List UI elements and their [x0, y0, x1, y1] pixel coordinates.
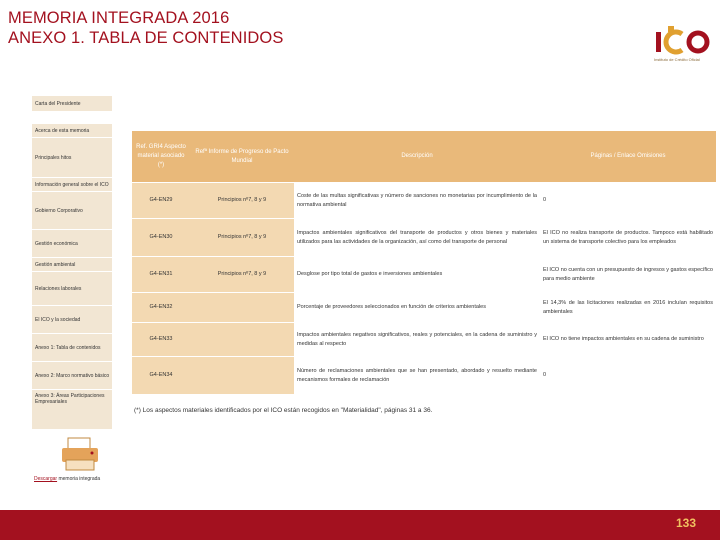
sidebar-item-acerca[interactable]	[32, 124, 112, 138]
cell-ref: G4-EN34	[132, 357, 190, 395]
sidebar-item-label: Carta del Presidente	[35, 100, 81, 107]
table-row	[132, 357, 716, 395]
sidebar-item-laborales[interactable]	[32, 272, 112, 306]
sidebar-item-label: Acerca de esta memoria	[35, 127, 90, 134]
cell-desc: Número de reclamaciones ambientales que se han presentado, abordado y resuelto mediante mecanismos formales de reclamación	[294, 357, 540, 395]
sidebar-item-label: Anexo 1: Tabla de contenidos	[35, 344, 101, 351]
sidebar-item-label: Gestión ambiental	[35, 261, 76, 268]
table-row	[132, 293, 716, 323]
page-title	[8, 8, 283, 48]
cell-pacto: Principios nº7, 8 y 9	[190, 183, 294, 219]
cell-pag: 0	[540, 183, 716, 219]
sidebar-item-label: El ICO y la sociedad	[35, 316, 81, 323]
title-line-2: ANEXO 1. TABLA DE CONTENIDOS	[8, 29, 284, 47]
cell-ref: G4-EN33	[132, 323, 190, 357]
sidebar-item-label: Anexo 2: Marco normativo básico	[35, 372, 110, 379]
table-row	[132, 257, 716, 293]
sidebar-item-gobierno[interactable]	[32, 192, 112, 230]
page-number: 133	[675, 516, 696, 530]
cell-pacto	[190, 357, 294, 395]
header-paginas: Páginas / Enlace Omisiones	[540, 131, 716, 183]
contents-table	[132, 130, 716, 395]
footnote: (*) Los aspectos materiales identificados por el ICO están recogidos en "Materialidad", páginas 31 a 36.	[134, 407, 433, 414]
sidebar-item-label: Anexo 3: Áreas Participaciones Empresariales	[35, 393, 105, 405]
title-line-1: MEMORIA INTEGRADA 2016	[8, 9, 230, 27]
sidebar-item-anexo3[interactable]	[32, 390, 112, 430]
cell-desc: Desglose por tipo total de gastos e inversiones ambientales	[294, 257, 540, 293]
cell-desc: Impactos ambientales significativos del transporte de productos y otros bienes y materiales utilizados para las actividades de la organización, así como del transporte de personal	[294, 219, 540, 257]
table-row	[132, 323, 716, 357]
table-row	[132, 219, 716, 257]
cell-pag: El ICO no tiene impactos ambientales en su cadena de suministro	[540, 323, 716, 357]
cell-pacto	[190, 323, 294, 357]
sidebar-item-sociedad[interactable]	[32, 306, 112, 334]
header-descripcion: Descripción	[294, 131, 540, 183]
header-ref-pacto: Refª Informe de Progreso de Pacto Mundial	[190, 131, 294, 183]
sidebar-item-anexo1[interactable]	[32, 334, 112, 362]
table-header-row	[132, 131, 716, 183]
download-link[interactable]	[34, 476, 100, 482]
logo-subtitle: Instituto de Crédito Oficial	[654, 57, 700, 62]
cell-pacto	[190, 293, 294, 323]
cell-desc: Impactos ambientales negativos significativos, reales y potenciales, en la cadena de suministro y medidas al respecto	[294, 323, 540, 357]
sidebar-item-informacion[interactable]	[32, 178, 112, 192]
cell-desc: Porcentaje de proveedores seleccionados en función de criterios ambientales	[294, 293, 540, 323]
cell-ref: G4-EN31	[132, 257, 190, 293]
sidebar-item-economica[interactable]	[32, 230, 112, 258]
cell-desc: Coste de las multas significativas y número de sanciones no monetarias por incumplimiento de la normativa ambiental	[294, 183, 540, 219]
sidebar-item-label: Relaciones laborales	[35, 285, 82, 292]
sidebar-item-label: Principales hitos	[35, 154, 72, 161]
cell-ref: G4-EN29	[132, 183, 190, 219]
cell-pag: 0	[540, 357, 716, 395]
header-ref-gri4: Ref. GRI4 Aspecto material asociado (*)	[132, 131, 190, 183]
cell-pag: El ICO no cuenta con un presupuesto de ingresos y gastos específico para medio ambiente	[540, 257, 716, 293]
cell-pacto: Principios nº7, 8 y 9	[190, 257, 294, 293]
table-row	[132, 183, 716, 219]
cell-pacto: Principios nº7, 8 y 9	[190, 219, 294, 257]
cell-pag: El ICO no realiza transporte de productos. Tampoco está habilitado un sistema de transporte colectivo para los empleados	[540, 219, 716, 257]
footer-bar	[0, 510, 720, 540]
sidebar-item-label: Gobierno Corporativo	[35, 207, 83, 214]
sidebar-item-hitos[interactable]	[32, 138, 112, 178]
sidebar-item-anexo2[interactable]	[32, 362, 112, 390]
sidebar-item-ambiental[interactable]	[32, 258, 112, 272]
printer-icon[interactable]	[58, 436, 102, 472]
cell-pag: El 14,3% de las licitaciones realizadas en 2016 incluían requisitos ambientales	[540, 293, 716, 323]
sidebar-item-label: Información general sobre el ICO	[35, 181, 109, 188]
sidebar-item-label: Gestión económica	[35, 240, 78, 247]
cell-ref: G4-EN30	[132, 219, 190, 257]
download-link-text[interactable]: Descargar	[34, 476, 58, 482]
download-link-rest: memoria integrada	[58, 476, 101, 482]
cell-ref: G4-EN32	[132, 293, 190, 323]
sidebar-item-carta[interactable]	[32, 96, 112, 112]
